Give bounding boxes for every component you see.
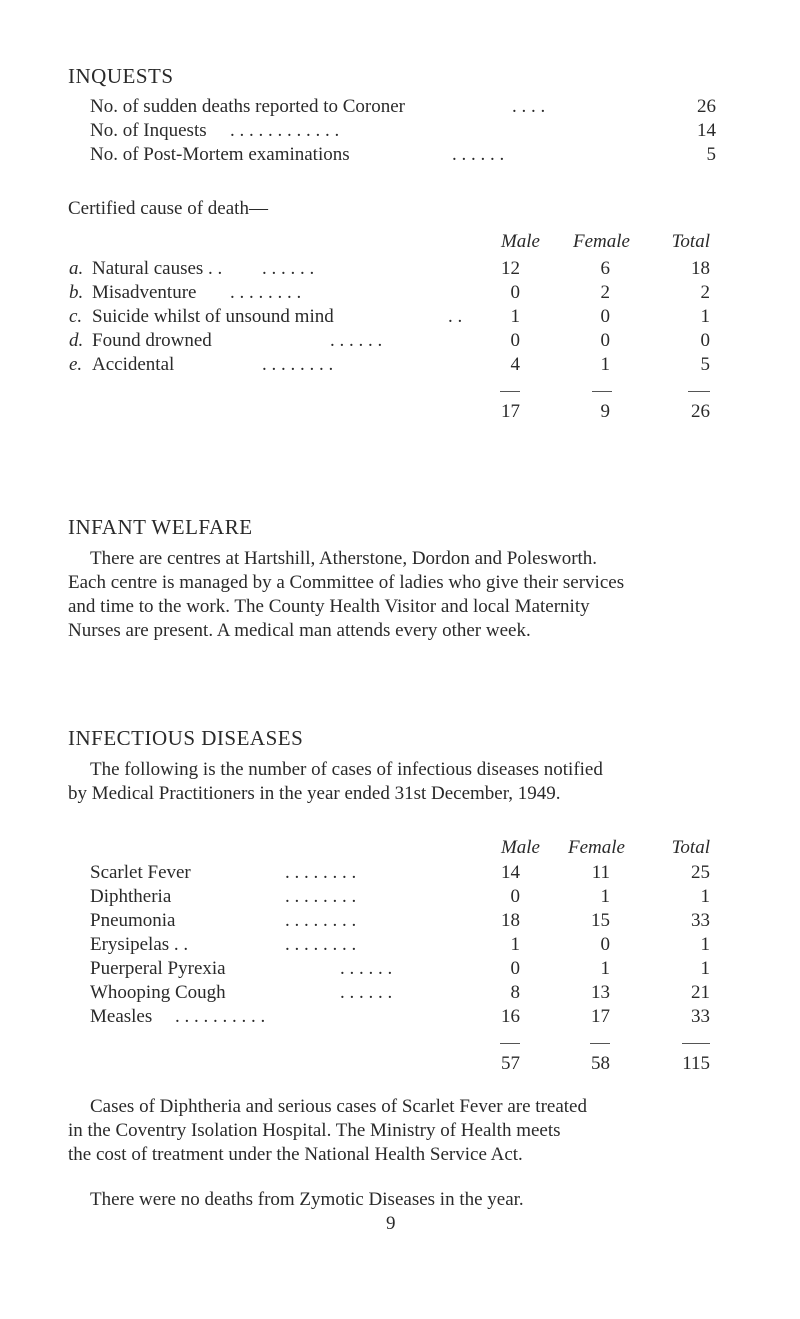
male-count: 4 (510, 354, 520, 375)
paragraph-line: the cost of treatment under the National Health Service Act. (68, 1144, 523, 1165)
female-count: 0 (600, 934, 610, 955)
disease-label: Measles (90, 1006, 153, 1027)
leader-dots: . . . . . . . . (230, 282, 302, 303)
leader-dots: . . . . (512, 96, 546, 117)
paragraph-line: Cases of Diphtheria and serious cases of Scarlet Fever are treated (90, 1096, 587, 1117)
disease-label: Scarlet Fever (90, 862, 191, 883)
column-header-male: Male (500, 837, 540, 858)
leader-dots: . . . . . . . . (262, 354, 334, 375)
disease-label: Puerperal Pyrexia (90, 958, 226, 979)
male-count: 12 (501, 258, 520, 279)
paragraph-line: The following is the number of cases of infectious diseases notified (90, 759, 603, 780)
female-count: 1 (600, 958, 610, 979)
column-header-total: Total (671, 231, 710, 252)
inquests-row-value: 5 (706, 144, 716, 165)
sum-rule (500, 391, 520, 392)
female-count: 17 (591, 1006, 610, 1027)
row-letter: b. (69, 282, 84, 303)
leader-dots: . . . . . . . . (285, 934, 357, 955)
female-count: 1 (600, 354, 610, 375)
sum-rule (592, 391, 612, 392)
inquests-row-label: No. of sudden deaths reported to Coroner (90, 96, 406, 117)
total-count: 33 (691, 1006, 710, 1027)
column-header-female: Female (568, 837, 625, 858)
male-total: 17 (501, 401, 520, 422)
leader-dots: . . . . . . . . (285, 862, 357, 883)
female-total: 58 (591, 1053, 610, 1074)
male-count: 0 (510, 282, 520, 303)
inquests-row-label: No. of Inquests (90, 120, 207, 141)
paragraph-line: by Medical Practitioners in the year ended 31st December, 1949. (68, 783, 561, 804)
female-count: 15 (591, 910, 610, 931)
male-total: 57 (501, 1053, 520, 1074)
grand-total: 115 (682, 1053, 710, 1074)
row-letter: e. (69, 354, 83, 375)
total-count: 18 (691, 258, 710, 279)
female-count: 2 (600, 282, 610, 303)
disease-label: Erysipelas . . (90, 934, 189, 955)
total-count: 1 (700, 934, 710, 955)
sum-rule (590, 1043, 610, 1044)
page-number: 9 (386, 1213, 396, 1234)
total-count: 1 (700, 886, 710, 907)
row-letter: c. (69, 306, 83, 327)
female-count: 0 (600, 330, 610, 351)
total-count: 21 (691, 982, 710, 1003)
total-count: 25 (691, 862, 710, 883)
female-count: 0 (600, 306, 610, 327)
sum-rule (688, 391, 710, 392)
paragraph-line: There were no deaths from Zymotic Diseases in the year. (90, 1189, 524, 1210)
paragraph-line: Each centre is managed by a Committee of ladies who give their services (68, 572, 625, 593)
disease-label: Whooping Cough (90, 982, 226, 1003)
leader-dots: . . . . . . (330, 330, 383, 351)
male-count: 0 (510, 886, 520, 907)
female-count: 13 (591, 982, 610, 1003)
row-letter: d. (69, 330, 84, 351)
female-count: 11 (591, 862, 610, 883)
male-count: 1 (510, 934, 520, 955)
total-count: 0 (700, 330, 710, 351)
leader-dots: . . . . . . . . (285, 886, 357, 907)
disease-label: Pneumonia (90, 910, 176, 931)
cause-label: Suicide whilst of unsound mind (92, 306, 334, 327)
female-count: 1 (600, 886, 610, 907)
column-header-total: Total (671, 837, 710, 858)
cause-label: Natural causes . . (92, 258, 223, 279)
male-count: 1 (510, 306, 520, 327)
cause-label: Accidental (92, 354, 175, 375)
sum-rule (682, 1043, 710, 1044)
paragraph-line: in the Coventry Isolation Hospital. The Ministry of Health meets (68, 1120, 561, 1141)
total-count: 1 (700, 306, 710, 327)
column-header-male: Male (500, 231, 540, 252)
total-count: 33 (691, 910, 710, 931)
column-header-female: Female (573, 231, 630, 252)
disease-label: Diphtheria (90, 886, 172, 907)
infectious-diseases-heading: INFECTIOUS DISEASES (68, 726, 304, 750)
leader-dots: . . . . . . (452, 144, 505, 165)
cause-label: Found drowned (92, 330, 212, 351)
female-count: 6 (600, 258, 610, 279)
leader-dots: . . . . . . . . . . (175, 1006, 266, 1027)
inquests-row-value: 14 (697, 120, 716, 141)
leader-dots: . . . . . . . . . . . . (230, 120, 340, 141)
total-count: 5 (700, 354, 710, 375)
male-count: 14 (501, 862, 520, 883)
total-count: 1 (700, 958, 710, 979)
infant-welfare-heading: INFANT WELFARE (68, 515, 253, 539)
male-count: 8 (510, 982, 520, 1003)
paragraph-line: and time to the work. The County Health Visitor and local Maternity (68, 596, 590, 617)
sum-rule (500, 1043, 520, 1044)
cause-label: Misadventure (92, 282, 197, 303)
leader-dots: . . . . . . (340, 982, 393, 1003)
leader-dots: . . (448, 306, 463, 327)
row-letter: a. (69, 258, 84, 279)
leader-dots: . . . . . . . . (285, 910, 357, 931)
male-count: 18 (501, 910, 520, 931)
paragraph-line: There are centres at Hartshill, Atherstone, Dordon and Polesworth. (90, 548, 598, 569)
certified-intro: Certified cause of death— (68, 198, 268, 219)
female-total: 9 (600, 401, 610, 422)
grand-total: 26 (691, 401, 710, 422)
paragraph-line: Nurses are present. A medical man attends every other week. (68, 620, 531, 641)
total-count: 2 (700, 282, 710, 303)
inquests-row-value: 26 (697, 96, 716, 117)
inquests-row-label: No. of Post-Mortem examinations (90, 144, 350, 165)
leader-dots: . . . . . . (340, 958, 393, 979)
inquests-heading: INQUESTS (68, 64, 174, 88)
male-count: 0 (510, 958, 520, 979)
male-count: 16 (501, 1006, 520, 1027)
male-count: 0 (510, 330, 520, 351)
leader-dots: . . . . . . (262, 258, 315, 279)
